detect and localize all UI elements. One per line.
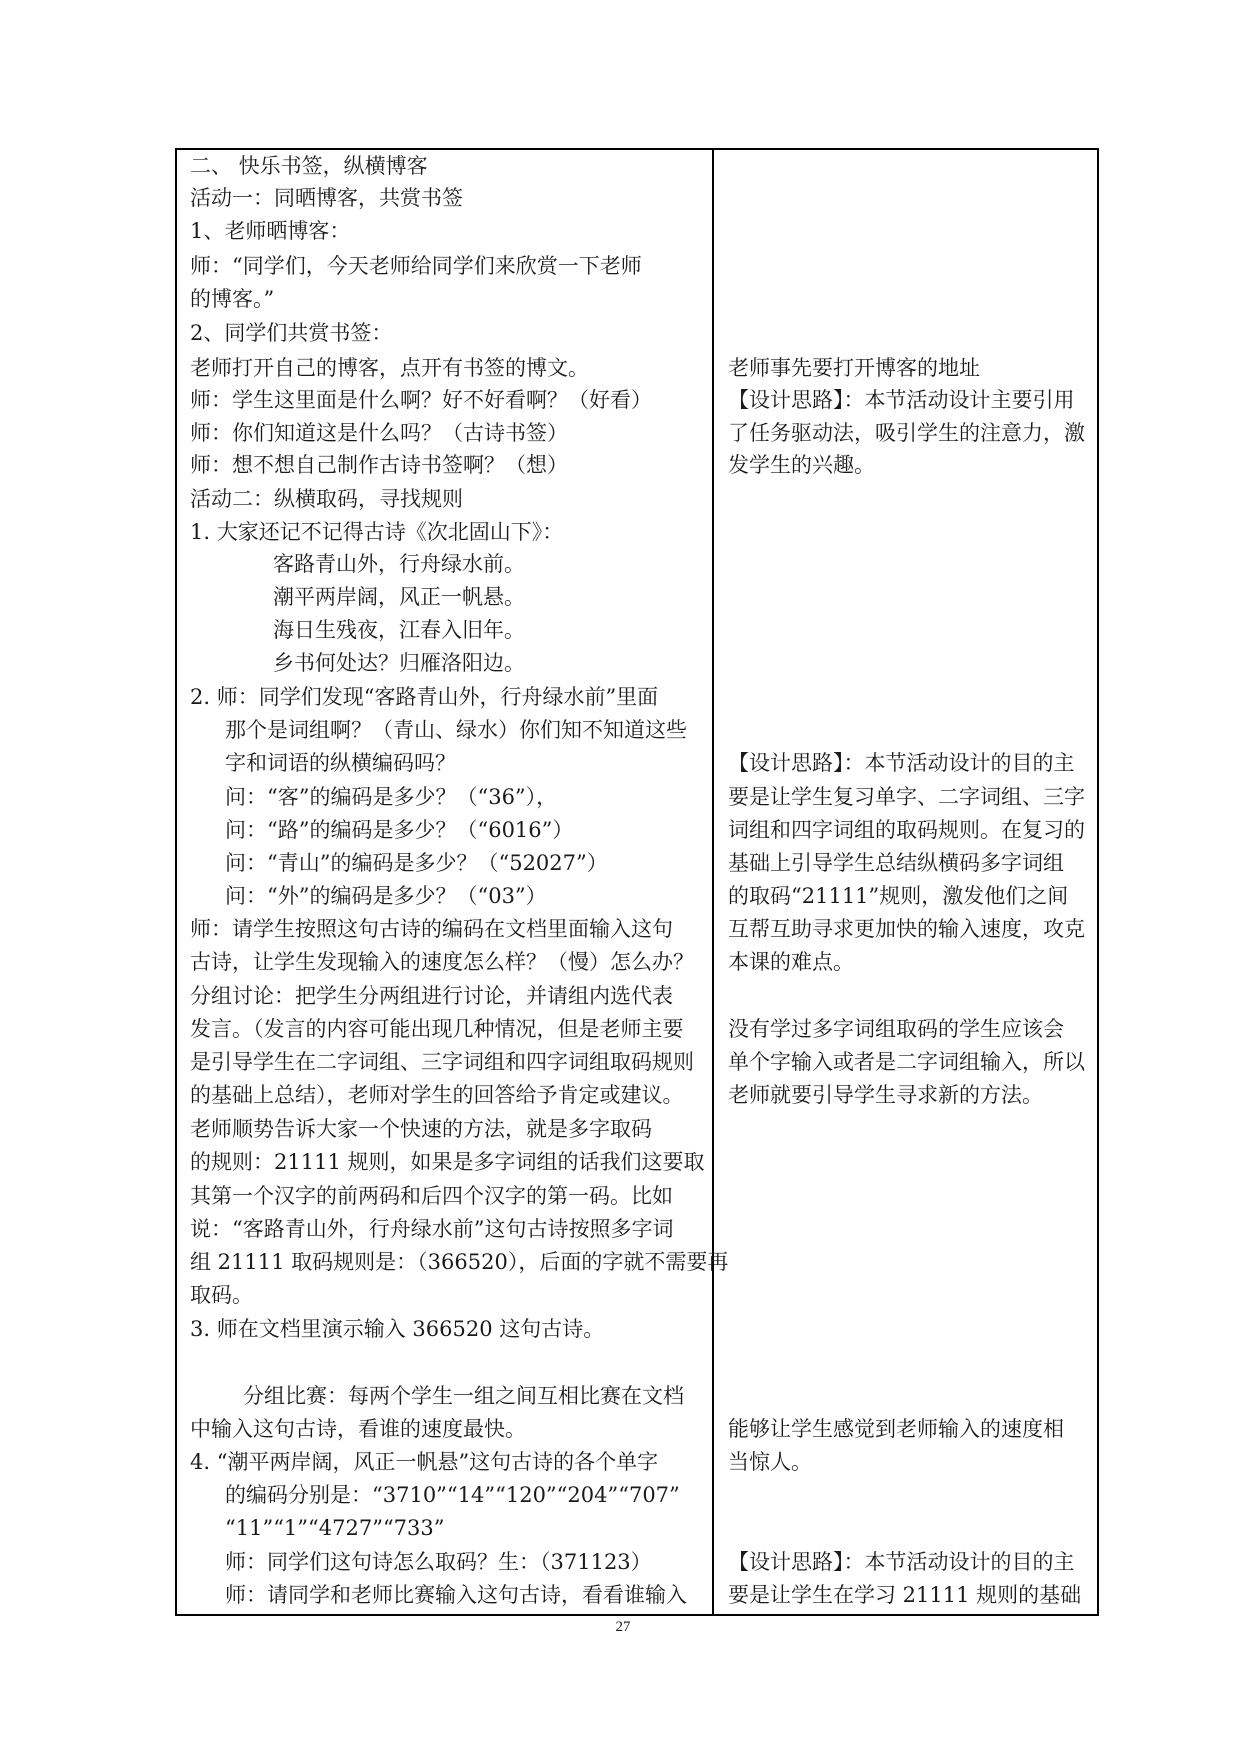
text-line: 的基础上总结），老师对学生的回答给予肯定或建议。 (190, 1083, 684, 1107)
note-line: 发学生的兴趣。 (728, 453, 875, 477)
note-line: 要是让学生在学习 21111 规则的基础 (728, 1583, 1082, 1607)
text-line: 师：“同学们，今天老师给同学们来欣赏一下老师 (190, 254, 642, 278)
text-line: 取码。 (190, 1283, 253, 1307)
text-line: “11”“1”“4727”“733” (225, 1516, 445, 1540)
text-line: 分组比赛：每两个学生一组之间互相比赛在文档 (243, 1384, 684, 1408)
text-line: 1、老师晒博客： (190, 219, 351, 243)
text-line: 老师打开自己的博客，点开有书签的博文。 (190, 356, 589, 380)
text-line: 师：请学生按照这句古诗的编码在文档里面输入这句 (190, 917, 673, 941)
note-line: 能够让学生感觉到老师输入的速度相 (728, 1417, 1064, 1441)
activity-1-title: 活动一：同晒博客，共赏书签 (190, 186, 463, 210)
text-line: 问：“青山”的编码是多少？（“52027”） (225, 851, 608, 875)
text-line: 师：你们知道这是什么吗？（古诗书签） (190, 421, 568, 445)
section-heading: 二、 快乐书签，纵横博客 (190, 154, 428, 178)
note-line: 词组和四字词组的取码规则。在复习的 (728, 818, 1085, 842)
text-line: 2. 师：同学们发现“客路青山外，行舟绿水前”里面 (190, 685, 659, 709)
text-line: 师：请同学和老师比赛输入这句古诗，看看谁输入 (225, 1583, 687, 1607)
design-note: 【设计思路】：本节活动设计主要引用 (728, 388, 1075, 412)
text-line: 古诗，让学生发现输入的速度怎么样？（慢）怎么办？ (190, 950, 694, 974)
note-line: 的取码“21111”规则，激发他们之间 (728, 884, 1069, 908)
text-line: 中输入这句古诗，看谁的速度最快。 (190, 1417, 526, 1441)
note-line: 了任务驱动法，吸引学生的注意力，激 (728, 421, 1085, 445)
text-line: 是引导学生在二字词组、三字词组和四字词组取码规则 (190, 1050, 694, 1074)
text-line: 师：同学们这句诗怎么取码？生：（371123） (225, 1550, 652, 1574)
activity-2-title: 活动二：纵横取码，寻找规则 (190, 487, 463, 511)
text-line: 的规则：21111 规则，如果是多字词组的话我们这要取 (190, 1150, 705, 1174)
text-line: 发言。（发言的内容可能出现几种情况，但是老师主要 (190, 1017, 684, 1041)
design-note: 【设计思路】：本节活动设计的目的主 (728, 1550, 1075, 1574)
note-line: 单个字输入或者是二字词组输入，所以 (728, 1050, 1085, 1074)
note-line: 老师事先要打开博客的地址 (728, 356, 980, 380)
text-line: 3. 师在文档里演示输入 366520 这句古诗。 (190, 1317, 605, 1341)
poem-line: 海日生残夜，江春入旧年。 (273, 618, 525, 642)
text-line: 说：“客路青山外，行舟绿水前”这句古诗按照多字词 (190, 1217, 674, 1241)
text-line: 问：“客”的编码是多少？（“36”）， (225, 785, 558, 809)
text-line: 1. 大家还记不记得古诗《次北固山下》： (190, 520, 564, 544)
note-line: 当惊人。 (728, 1450, 812, 1474)
design-note: 【设计思路】：本节活动设计的目的主 (728, 751, 1075, 775)
note-line: 互帮互助寻求更加快的输入速度，攻克 (728, 917, 1085, 941)
page-number: 27 (615, 1619, 631, 1635)
poem-line: 乡书何处达？归雁洛阳边。 (273, 651, 525, 675)
note-line: 要是让学生复习单字、二字词组、三字 (728, 785, 1085, 809)
text-line: 老师顺势告诉大家一个快速的方法，就是多字取码 (190, 1117, 652, 1141)
text-line: 问：“路”的编码是多少？（“6016”） (225, 818, 574, 842)
text-line: 师：学生这里面是什么啊？好不好看啊？（好看） (190, 388, 652, 412)
note-line: 本课的难点。 (728, 950, 854, 974)
text-line: 组 21111 取码规则是：（366520），后面的字就不需要再 (190, 1250, 729, 1274)
note-line: 老师就要引导学生寻求新的方法。 (728, 1083, 1043, 1107)
text-line: 2、同学们共赏书签： (190, 321, 393, 345)
column-divider (712, 148, 714, 1616)
text-line: 问：“外”的编码是多少？（“03”） (225, 884, 547, 908)
text-line: 的博客。” (190, 287, 275, 311)
note-line: 基础上引导学生总结纵横码多字词组 (728, 851, 1064, 875)
text-line: 分组讨论：把学生分两组进行讨论，并请组内选代表 (190, 984, 673, 1008)
text-line: 师：想不想自己制作古诗书签啊？（想） (190, 453, 568, 477)
note-line: 没有学过多字词组取码的学生应该会 (728, 1017, 1064, 1041)
text-line: 那个是词组啊？（青山、绿水）你们知不知道这些 (225, 718, 687, 742)
poem-line: 客路青山外，行舟绿水前。 (273, 552, 525, 576)
text-line: 其第一个汉字的前两码和后四个汉字的第一码。比如 (190, 1184, 673, 1208)
text-line: 4. “潮平两岸阔，风正一帆悬”这句古诗的各个单字 (190, 1450, 659, 1474)
text-line: 字和词语的纵横编码吗？ (225, 751, 456, 775)
poem-line: 潮平两岸阔，风正一帆悬。 (273, 585, 525, 609)
text-line: 的编码分别是：“3710”“14”“120”“204”“707” (225, 1483, 680, 1507)
